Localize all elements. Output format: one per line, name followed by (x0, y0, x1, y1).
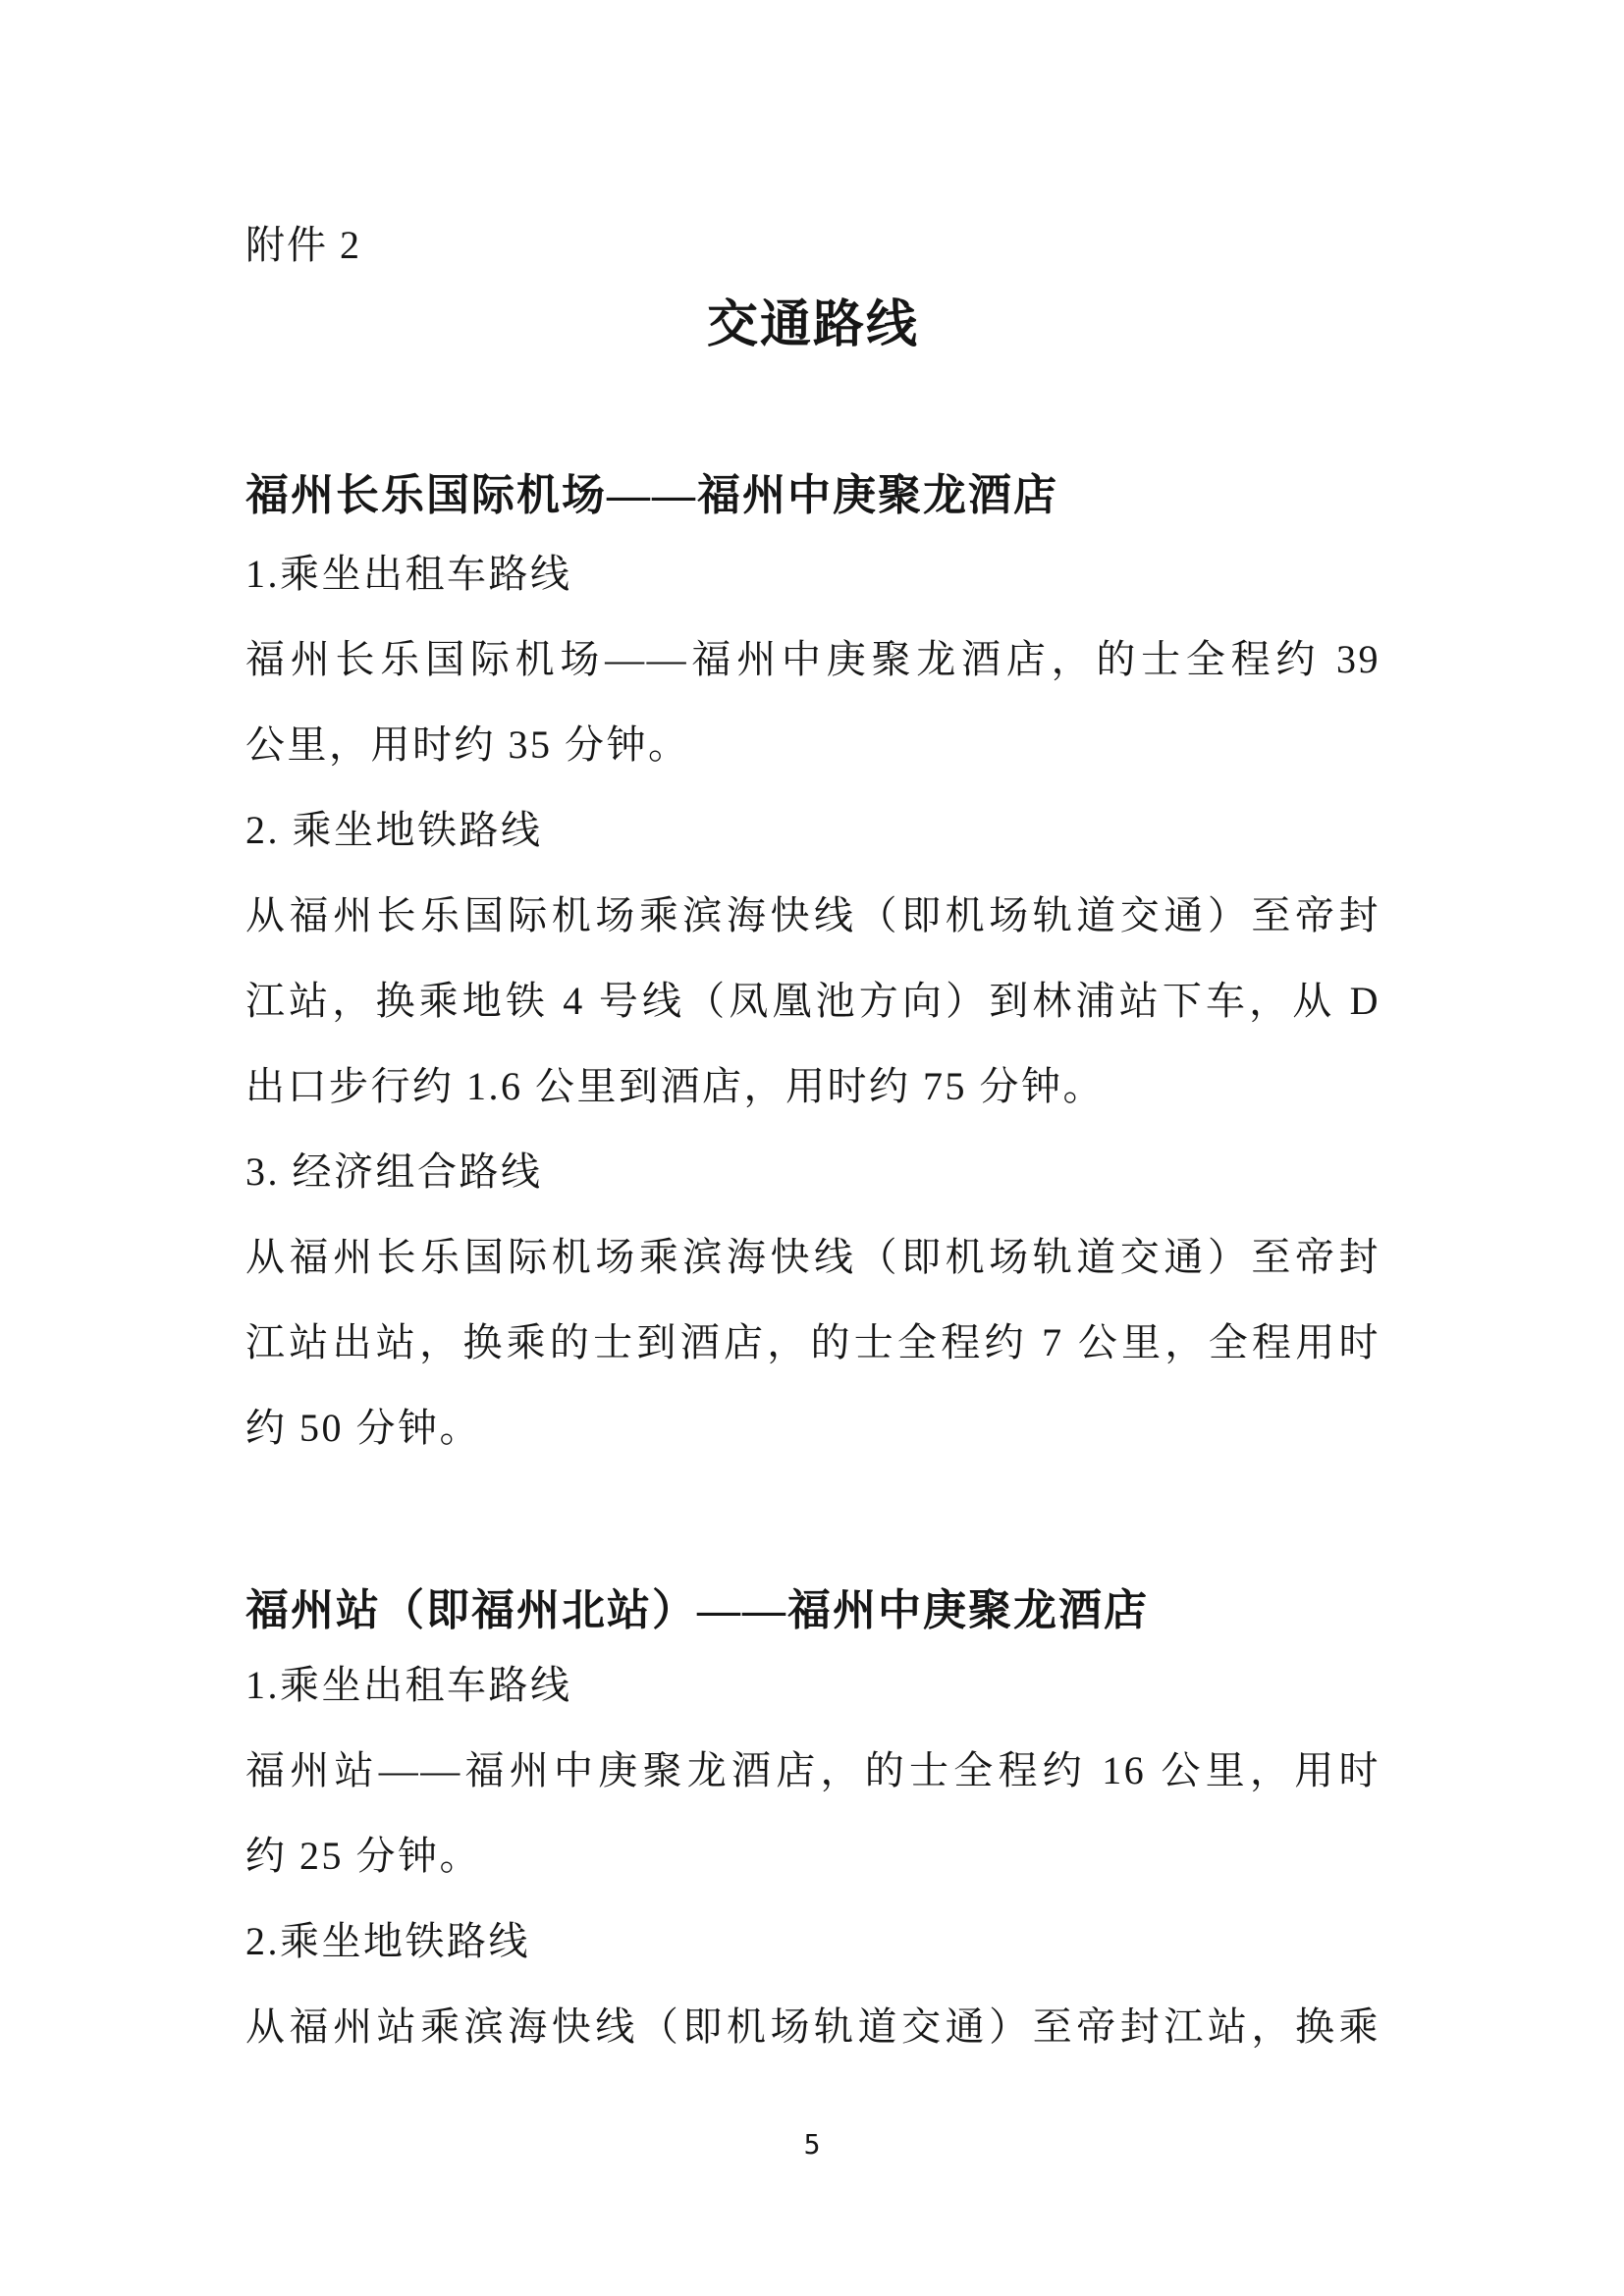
section-body-airport (245, 531, 1380, 1470)
text-line: 福州站——福州中庚聚龙酒店，的士全程约 16 公里，用时 (245, 1748, 1380, 1792)
section-heading-airport: 福州长乐国际机场——福州中庚聚龙酒店 (245, 471, 1058, 519)
page-title: 交通路线 (706, 297, 919, 353)
text-line: 从福州站乘滨海快线（即机场轨道交通）至帝封江站，换乘 (245, 2004, 1380, 2049)
text-line: 公里，用时约 35 分钟。 (245, 722, 690, 767)
text-line: 约 25 分钟。 (245, 1834, 481, 1878)
attachment-label: 附件 2 (245, 223, 361, 267)
page-number: 5 (803, 2128, 821, 2161)
text-line: 2.乘坐地铁路线 (245, 1919, 530, 1963)
text-line: 1.乘坐出租车路线 (245, 552, 572, 596)
text-line: 从福州长乐国际机场乘滨海快线（即机场轨道交通）至帝封 (245, 1235, 1380, 1279)
section-heading-railway-station: 福州站（即福州北站）——福州中庚聚龙酒店 (245, 1586, 1149, 1634)
text-line: 从福州长乐国际机场乘滨海快线（即机场轨道交通）至帝封 (245, 893, 1380, 937)
text-line: 江站，换乘地铁 4 号线（凤凰池方向）到林浦站下车，从 D (245, 979, 1380, 1023)
text-line: 福州长乐国际机场——福州中庚聚龙酒店，的士全程约 39 (245, 637, 1380, 681)
section-body-railway-station (245, 1642, 1380, 2069)
text-line: 江站出站，换乘的士到酒店，的士全程约 7 公里，全程用时 (245, 1320, 1380, 1364)
text-line: 出口步行约 1.6 公里到酒店，用时约 75 分钟。 (245, 1064, 1105, 1108)
text-line: 2. 乘坐地铁路线 (245, 808, 543, 852)
text-line: 约 50 分钟。 (245, 1406, 481, 1450)
text-line: 3. 经济组合路线 (245, 1149, 543, 1194)
text-line: 1.乘坐出租车路线 (245, 1663, 572, 1707)
